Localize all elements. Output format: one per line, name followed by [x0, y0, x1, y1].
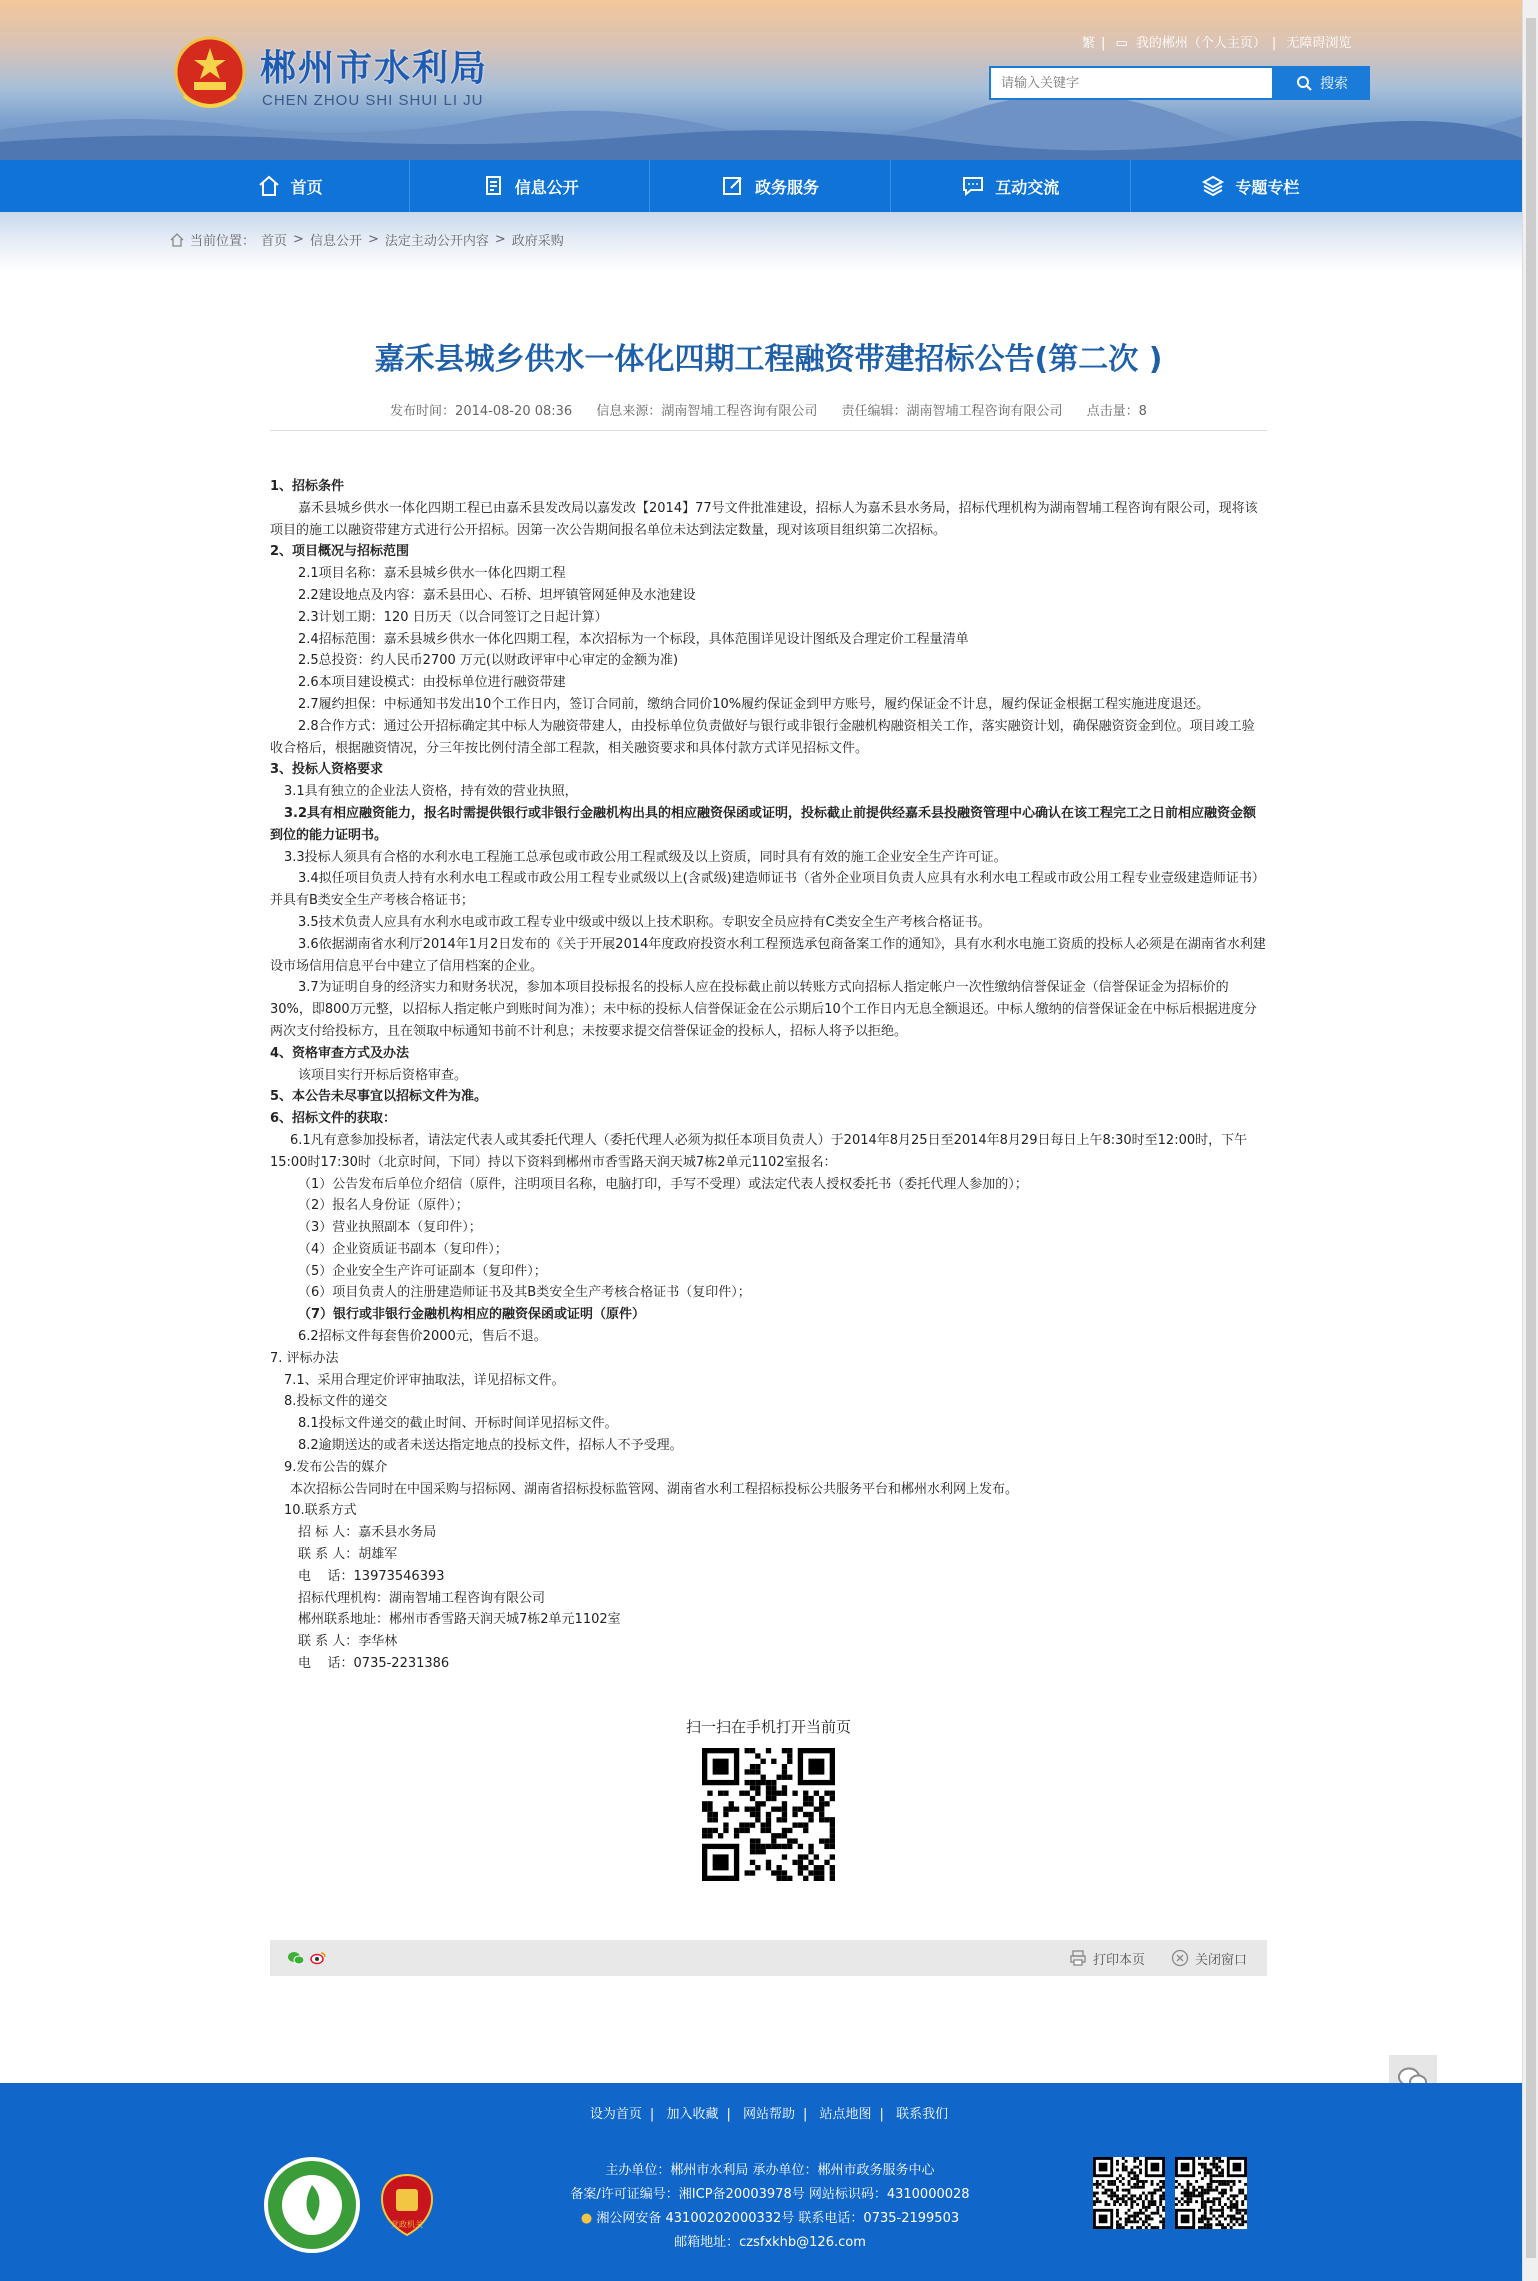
footer-email: 邮箱地址：czsfxkhb@126.com: [674, 2235, 866, 2250]
nav-item-info-disclosure[interactable]: [410, 160, 650, 212]
article-paragraph: （7）银行或非银行金融机构相应的融资保函或证明（原件）: [298, 1307, 646, 1323]
qr-caption: 扫一扫在手机打开当前页: [685, 1718, 851, 1736]
main-nav: [0, 160, 1522, 212]
site-footer: [0, 2083, 1522, 2281]
article-paragraph: 8.投标文件的递交: [284, 1394, 388, 1410]
breadcrumb: 当前位置： 首页 > 信息公开 > 法定主动公开内容 > 政府采购: [170, 230, 564, 249]
article-paragraph: 2.2建设地点及内容：嘉禾县田心、石桥、坦坪镇管网延伸及水池建设: [298, 587, 696, 603]
publish-time: 发布时间：2014-08-20 08:36: [390, 404, 573, 419]
article-paragraph: 2、项目概况与招标范围: [270, 544, 410, 560]
article-paragraph: （2）报名人身份证（原件）；: [298, 1198, 469, 1214]
top-links: 繁 | ▭ 我的郴州（个人主页） | 无障碍浏览: [1082, 36, 1352, 51]
article-paragraph: 联 系 人：胡雄军: [298, 1547, 398, 1563]
article-paragraph: （5）企业安全生产许可证副本（复印件）；: [298, 1263, 547, 1279]
article-paragraph: （6）项目负责人的注册建造师证书及其B类安全生产考核合格证书（复印件）；: [298, 1285, 751, 1301]
article-paragraph: 3.2具有相应融资能力，报名时需提供银行或非银行金融机构出具的相应融资保函或证明，投标截止前提供经嘉禾县投融资管理中心确认在该工程完工之日前相应融资金额到位的能力证明书。: [270, 805, 1257, 843]
wechat-icon[interactable]: [288, 1951, 304, 1965]
footer-qr-code: [1175, 2157, 1247, 2229]
nav-label: 信息公开: [514, 177, 579, 197]
article-paragraph: 联 系 人：李华林: [298, 1634, 398, 1650]
document-icon: [481, 174, 505, 198]
nav-label: 首页: [290, 177, 323, 197]
article-paragraph: 5、本公告未尽事宜以招标文件为准。: [270, 1089, 488, 1105]
article-paragraph: 2.1项目名称：嘉禾县城乡供水一体化四期工程: [298, 566, 566, 582]
article-paragraph: 7. 评标办法: [270, 1350, 339, 1366]
printer-icon: [1069, 1949, 1087, 1967]
civilization-badge-icon[interactable]: [262, 2155, 362, 2255]
nav-label: 互动交流: [995, 177, 1060, 197]
article-paragraph: （3）营业执照副本（复印件）；: [298, 1220, 482, 1236]
article-meta: [270, 400, 1267, 419]
chat-icon: [961, 174, 985, 198]
breadcrumb-item[interactable]: 首页: [261, 234, 288, 249]
footer-organizer: 主办单位：郴州市水利局 承办单位：郴州市政务服务中心: [605, 2163, 935, 2178]
breadcrumb-item[interactable]: 政府采购: [511, 234, 564, 249]
footer-link[interactable]: 网站帮助: [742, 2107, 795, 2122]
footer-qr-code: [1093, 2157, 1165, 2229]
footer-link[interactable]: 联系我们: [896, 2107, 949, 2122]
traditional-chinese-link[interactable]: 繁: [1082, 36, 1096, 51]
nav-item-gov-service[interactable]: [650, 160, 890, 212]
article-paragraph: 3.6依据湖南省水利厅2014年1月2日发布的《关于开展2014年度政府投资水利工程预选承包商备案工作的通知》，具有水利水电施工资质的投标人必须是在湖南省水利建设市场信用信息平台中建立了信用档案的企业。: [270, 936, 1266, 974]
site-subtitle: CHEN ZHOU SHI SHUI LI JU: [262, 92, 484, 109]
search-button[interactable]: [1274, 66, 1370, 100]
search-box: [989, 66, 1274, 100]
nav-item-home[interactable]: [170, 160, 410, 212]
search-button-label: 搜索: [1320, 76, 1348, 92]
article-paragraph: （4）企业资质证书副本（复印件）；: [298, 1241, 508, 1257]
divider: [270, 430, 1267, 431]
article-paragraph: 2.3计划工期：120 日历天（以合同签订之日起计算）: [298, 609, 608, 625]
article-title: 嘉禾县城乡供水一体化四期工程融资带建招标公告(第二次 ): [374, 342, 1163, 377]
nav-item-special-topics[interactable]: [1131, 160, 1370, 212]
footer-link[interactable]: 加入收藏: [666, 2107, 719, 2122]
page-qr-code: [702, 1748, 835, 1881]
article-paragraph: 电 话：0735-2231386: [298, 1656, 450, 1672]
article-paragraph: 3.3投标人须具有合格的水利水电工程施工总承包或市政公用工程贰级及以上资质，同时具有有效的施工企业安全生产许可证。: [284, 849, 1007, 865]
article-paragraph: 本次招标公告同时在中国采购与招标网、湖南省招标投标监管网、湖南省水利工程招标投标公共服务平台和郴州水利网上发布。: [290, 1481, 1019, 1497]
article-paragraph: 3.7为证明自身的经济实力和财务状况，参加本项目投标报名的投标人应在投标截止前以转账方式向招标人指定帐户一次性缴纳信誉保证金（信誉保证金为招标价的30%，即800万元整，以招标人指定帐户到账时间为准）；未中标的投标人信誉保证金在公示期后10个工作日内无息全额退还。中标人缴纳的信誉保证金在中标后根据进度分两次支付给投标方，且在领取中标通知书前不计利息；未按要求提交信誉保证金的投标人，招标人将予以拒绝。: [270, 980, 1257, 1039]
article-paragraph: 1、招标条件: [270, 479, 345, 494]
footer-links: 设为首页 | 加入收藏 | 网站帮助 | 站点地图 | 联系我们: [589, 2107, 949, 2122]
article-paragraph: 2.5总投资：约人民币2700 万元(以财政评审中心审定的金额为准): [298, 653, 679, 669]
article-paragraph: 郴州联系地址：郴州市香雪路天润天城7栋2单元1102室: [298, 1612, 621, 1628]
breadcrumb-label: 当前位置：: [190, 234, 256, 249]
search-input[interactable]: [991, 68, 1272, 98]
close-icon: [1171, 1949, 1189, 1967]
print-label: 打印本页: [1092, 1952, 1145, 1968]
home-icon: [170, 233, 184, 247]
article-body: [270, 476, 1267, 1675]
article-paragraph: 2.7履约担保：中标通知书发出10个工作日内，签订合同前，缴纳合同价10%履约保证金到甲方账号，履约保证金不计息，履约保证金根据工程实施进度退还。: [298, 696, 1210, 712]
home-icon: [257, 174, 281, 198]
footer-link[interactable]: 站点地图: [819, 2107, 872, 2122]
layers-icon: [1201, 174, 1225, 198]
article-paragraph: 2.8合作方式：通过公开招标确定其中标人为融资带建人，由投标单位负责做好与银行或非银行金融机构融资相关工作，落实融资计划，确保融资资金到位。项目竣工验收合格后，根据融资情况，分三年按比例付清全部工程款，相关融资要求和具体付款方式详见招标文件。: [270, 718, 1255, 756]
close-window-button[interactable]: [1171, 1949, 1247, 1968]
article-paragraph: 6.2招标文件每套售价2000元，售后不退。: [298, 1329, 547, 1345]
footer-police[interactable]: ● 湘公网安备 43100202000332号 联系电话：0735-2199503: [580, 2211, 960, 2226]
accessibility-link[interactable]: 无障碍浏览: [1286, 36, 1352, 51]
edit-icon: [721, 174, 745, 198]
article-paragraph: 电 话：13973546393: [298, 1568, 445, 1584]
article-paragraph: 嘉禾县城乡供水一体化四期工程已由嘉禾县发改局以嘉发改【2014】77号文件批准建设，招标人为嘉禾县水务局，招标代理机构为湖南智埔工程咨询有限公司，现将该项目的施工以融资带建方式进行公开招标。因第一次公告期间报名单位未达到法定数量，现对该项目组织第二次招标。: [270, 500, 1258, 538]
article-paragraph: 8.2逾期送达的或者未送达指定地点的投标文件，招标人不予受理。: [298, 1438, 683, 1454]
article-paragraph: 4、资格审查方式及办法: [270, 1045, 410, 1061]
page-scrollbar[interactable]: [1522, 0, 1538, 2281]
site-title[interactable]: 郴州市水利局: [260, 47, 489, 88]
article-paragraph: 10.联系方式: [284, 1503, 357, 1519]
weibo-icon[interactable]: [310, 1951, 326, 1965]
article-paragraph: 8.1投标文件递交的截止时间、开标时间详见招标文件。: [298, 1416, 618, 1432]
nav-item-interaction[interactable]: [891, 160, 1131, 212]
party-gov-badge-icon[interactable]: [380, 2173, 434, 2237]
breadcrumb-item[interactable]: 法定主动公开内容: [384, 234, 489, 249]
article-paragraph: 9.发布公告的媒介: [284, 1459, 388, 1475]
article-paragraph: 3.4拟任项目负责人持有水利水电工程或市政公用工程专业贰级以上(含贰级)建造师证书（省外企业项目负责人应具有水利水电工程或市政公用工程专业壹级建造师证书）并具有B类安全生产考核合格证书；: [270, 871, 1265, 909]
article-paragraph: 2.6本项目建设模式：由投标单位进行融资带建: [298, 675, 566, 691]
article-paragraph: 3.5技术负责人应具有水利水电或市政工程专业中级或中级以上技术职称。专职安全员应持有C类安全生产考核合格证书。: [298, 914, 991, 930]
my-homepage-link[interactable]: 我的郴州（个人主页）: [1135, 36, 1266, 51]
article-paragraph: 2.4招标范围：嘉禾县城乡供水一体化四期工程，本次招标为一个标段，具体范围详见设计图纸及合理定价工程量清单: [298, 631, 969, 647]
info-source: 信息来源：湖南智埔工程咨询有限公司: [596, 404, 818, 419]
badge2-caption: 党政机关: [391, 2220, 423, 2229]
editor: 责任编辑：湖南智埔工程咨询有限公司: [841, 404, 1063, 419]
article-paragraph: （1）公告发布后单位介绍信（原件，注明项目名称，电脑打印，手写不受理）或法定代表人授权委托书（委托代理人参加的）；: [298, 1176, 1028, 1192]
footer-icp[interactable]: 备案/许可证编号：湘ICP备20003978号 网站标识码：4310000028: [570, 2187, 970, 2202]
nav-label: 政务服务: [755, 177, 820, 197]
article-paragraph: 3.1具有独立的企业法人资格，持有效的营业执照，: [284, 784, 578, 800]
print-button[interactable]: [1069, 1949, 1145, 1968]
click-count: 点击量：8: [1086, 404, 1147, 419]
article-paragraph: 招标代理机构：湖南智埔工程咨询有限公司: [298, 1590, 546, 1606]
monitor-icon: ▭: [1115, 36, 1128, 51]
search-icon: [1296, 75, 1312, 91]
close-label: 关闭窗口: [1194, 1952, 1247, 1968]
scroll-thumb[interactable]: [1526, 18, 1536, 2258]
police-badge-icon: ●: [580, 2211, 593, 2226]
article-paragraph: 6.1凡有意参加投标者，请法定代表人或其委托代理人（委托代理人必须为拟任本项目负责人）于2014年8月25日至2014年8月29日每日上午8:30时至12:00时，下午15:00时17:30时（北京时间，下同）持以下资料到郴州市香雪路天润天城7栋2单元1102室报名：: [270, 1132, 1248, 1170]
footer-info: [440, 2159, 1100, 2255]
footer-link[interactable]: 设为首页: [589, 2107, 642, 2122]
national-emblem-icon[interactable]: [174, 36, 246, 112]
article-paragraph: 3、投标人资格要求: [270, 762, 384, 778]
article-paragraph: 该项目实行开标后资格审查。: [298, 1067, 468, 1083]
nav-label: 专题专栏: [1235, 177, 1300, 197]
share-bar: [270, 1940, 1267, 1976]
article-paragraph: 招 标 人：嘉禾县水务局: [298, 1525, 437, 1541]
article-paragraph: 7.1、采用合理定价评审抽取法，详见招标文件。: [284, 1372, 565, 1388]
breadcrumb-item[interactable]: 信息公开: [309, 234, 362, 249]
article-paragraph: 6、招标文件的获取：: [270, 1111, 397, 1127]
